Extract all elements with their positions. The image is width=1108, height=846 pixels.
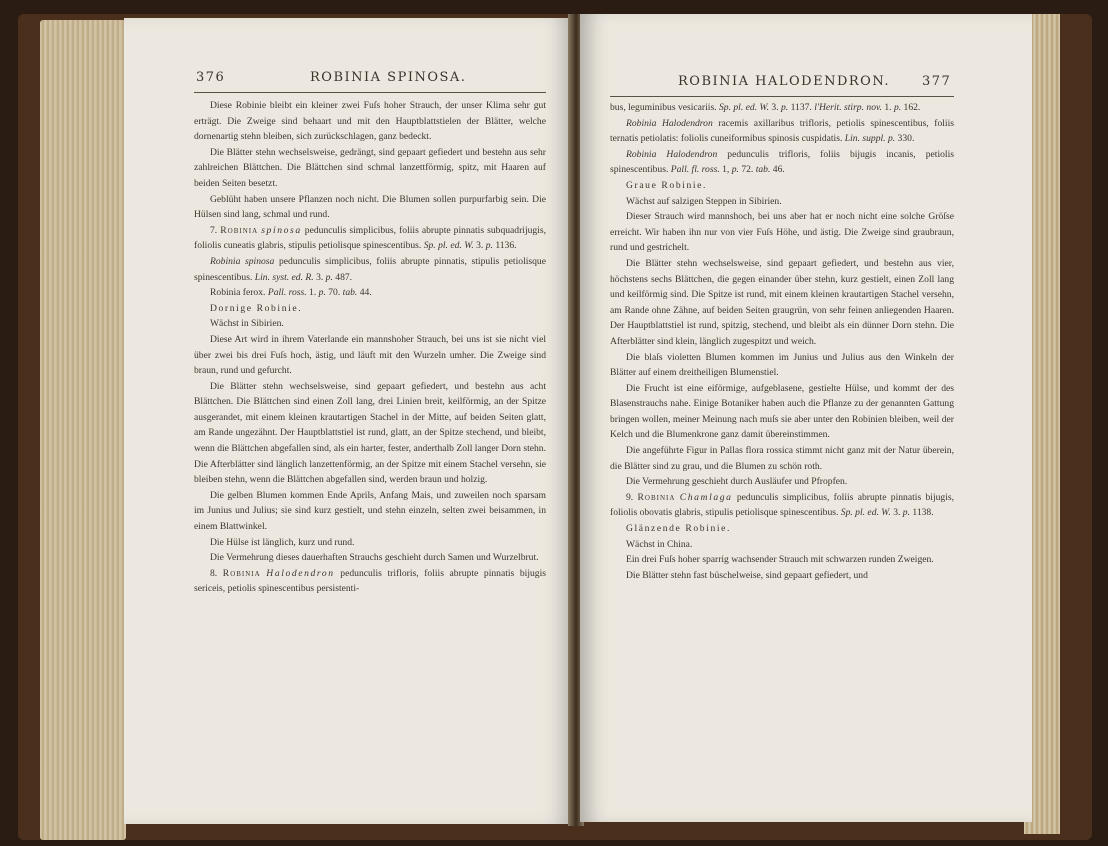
left-page-body — [194, 98, 546, 597]
paragraph: Wächst in China. — [626, 538, 693, 550]
paragraph — [194, 301, 546, 317]
text-span: Halodendron — [266, 567, 335, 579]
paragraph: Die Blätter stehn wechselsweise, gedrängt, sind gepaart gefiedert und bestehn aus sehr zahlreichen Blättchen. Die Blättchen sind schmal lanzettförmig, spitz, mit Haaren auf beiden Seiten besetzt. — [194, 146, 546, 189]
paragraph: Diese Robinie bleibt ein kleiner zwei Fuſs hoher Strauch, der unser Klima sehr gut erträgt. Die Zweige sind behaart und mit den Hauptblattstielen der Blätter, welche dornenartig stehn bleiben, sich zurückschlagen, ganz bedeckt. — [194, 100, 546, 143]
paragraph: Robinia ferox. Pall. ross. 1. p. 70. tab. 44. — [210, 287, 372, 299]
paragraph: Wächst auf salzigen Steppen in Sibirien. — [626, 195, 782, 207]
page-number-left: 376 — [196, 70, 226, 85]
text-span: Sp. pl. ed. W. — [718, 102, 769, 113]
paragraph: Robinia Halodendron pedunculis trifloris, foliis bijugis incanis, petiolis spinescentibus. Pall. fl. ross. 1, p. 72. tab. 46. — [610, 148, 954, 176]
text-span: Dornige Robinie. — [210, 302, 303, 314]
text-span: tab. — [755, 164, 771, 176]
text-span: Pall. ross. — [267, 287, 307, 299]
paragraph: Die Blätter stehn fast büschelweise, sind gepaart gefiedert, und — [626, 569, 868, 581]
paragraph: Geblüht haben unsere Pflanzen noch nicht. Die Blumen sollen purpurfarbig sein. Die Hülsen sind lang, schmal und rund. — [194, 193, 546, 221]
text-span: Robinia Halodendron — [626, 117, 713, 129]
text-span: Robinia — [222, 567, 261, 579]
paragraph: Die Vermehrung dieses dauerhaften Strauchs geschieht durch Samen und Wurzelbrut. — [210, 552, 539, 564]
text-span: p. — [902, 507, 910, 519]
paragraph: Die Frucht ist eine eiförmige, aufgeblasene, gestielte Hülse, und kommt der des Blasenstrauchs nahe. Einige Botaniker haben auch die Pflanze zu der genannten Gattung bringen wollen, meiner Meinung nach muſs sie aber unter den Robinien bleiben, weil der Kelch und die Blumenkrone ganz damit übereinstimmen. — [610, 382, 954, 441]
paragraph: 7. Robinia spinosa pedunculis simplicibus, foliis abrupte pinnatis subquadrijugis, foliolis cuneatis glabris, stipulis petiolisque spinescentibus. Sp. pl. ed. W. 3. p. 1136. — [194, 224, 547, 252]
paragraph: Ein drei Fuſs hoher sparrig wachsender Strauch mit schwarzen runden Zweigen. — [626, 554, 934, 566]
text-span: Robinia Halodendron — [626, 148, 718, 160]
paragraph: Diese Art wird in ihrem Vaterlande ein mannshoher Strauch, bei uns ist sie nicht viel über zwei bis drei Fuſs hoch, ästig, und läuft mit den Wurzeln umher. Die Zweige sind braun, rund und gefurcht. — [194, 333, 546, 377]
text-span: p. — [318, 287, 326, 299]
text-span: Glänzende Robinie. — [626, 523, 731, 535]
running-head-right: ROBINIA HALODENDRON. — [678, 74, 891, 89]
text-span: Lin. suppl. p. — [844, 133, 896, 145]
paragraph: Dieser Strauch wird mannshoch, bei uns aber hat er noch nicht eine solche Gröſse erreicht. Wir haben ihn nur von vier Fuſs Höhe, und ästig. Die Zweige sind graubraun, rund und gestrichelt. — [610, 211, 954, 254]
text-span: tab. — [342, 287, 358, 299]
text-span: spinosa — [261, 224, 302, 236]
paragraph: Die gelben Blumen kommen Ende Aprils, Anfang Mais, und zuweilen noch sparsam im Junius und Julius; sie sind kurz gestielt, und stehn einzeln, selten zwei beisammen, in einem Blattwinkel. — [194, 489, 546, 533]
header-rule-right — [610, 96, 954, 97]
text-span: Sp. pl. ed. W. — [423, 240, 474, 252]
paragraph: Die Vermehrung geschieht durch Ausläufer und Pfropfen. — [626, 476, 848, 488]
text-span: Lin. syst. ed. R. — [254, 271, 314, 283]
text-span: p. — [325, 271, 333, 283]
text-span: l'Herit. stirp. nov. — [814, 102, 882, 113]
text-span: p. — [893, 102, 902, 113]
right-page-body — [610, 100, 954, 583]
page-number-right: 377 — [922, 74, 952, 89]
paragraph: Die angeführte Figur in Pallas flora rossica stimmt nicht ganz mit der Natur überein, die Blätter sind zu grau, und die Blumen zu schön roth. — [610, 445, 954, 472]
paragraph: Die Blätter stehn wechselsweise, sind gepaart gefiedert, und bestehn aus vier, höchstens sechs Blättchen, die gegen einander über stehn, kurz gestielt, einen Zoll lang und keilförmig sind. Die Spitze ist rund, mit einem kleinen krautartigen Stachel versehn, am Rande ohne Zähne, auf beiden Seiten graugrün, von sehr feinen anliegenden Haaren. Der Hauptblattstiel ist rund, spitzig, stechend, und bleibt als ein dünner Dorn stehn. Die Afterblätter sind klein, länglich zugespitzt und weich. — [610, 257, 954, 347]
text-span: Robinia spinosa — [210, 255, 275, 267]
page-edges-left — [40, 20, 126, 840]
running-head-left: ROBINIA SPINOSA. — [310, 70, 467, 85]
text-span: Graue Robinie. — [626, 179, 708, 191]
text-span: Robinia — [220, 224, 259, 236]
text-span: p. — [485, 240, 493, 252]
paragraph: Robinia spinosa pedunculis simplicibus, foliis abrupte pinnatis, stipulis petiolisque spinescentibus. Lin. syst. ed. R. 3. p. 487. — [194, 255, 546, 283]
header-rule-left — [194, 92, 546, 93]
paragraph: Wächst in Sibirien. — [210, 318, 284, 330]
right-page — [580, 14, 1032, 822]
paragraph: Die blaſs violetten Blumen kommen im Junius und Julius aus den Winkeln der Blätter auf einem dreitheiligen Blumenstiel. — [610, 351, 954, 379]
text-span: p. — [731, 164, 739, 176]
text-span: Pall. fl. ross. — [670, 164, 720, 176]
paragraph: 8. Robinia Halodendron pedunculis trifloris, foliis abrupte pinnatis bijugis sericeis, petiolis spinescentibus persistenti- — [194, 567, 546, 595]
paragraph: Die Blätter stehn wechselsweise, sind gepaart gefiedert, und bestehn aus acht Blättchen. Die Blättchen sind einen Zoll lang, drei Linien breit, keilförmig, an der Spitze ausgerandet, mit einem kleinen krautartigen Stachel in der Mitte, auf beiden Seiten glatt, am Rande ungezähnt. Der Hauptblattstiel ist rund, glatt, an der Spitze stechend, und bleibt, wenn die Blättchen abgefallen sind, als ein harter, fester, anderthalb Zoll langer Dorn stehn. Die Afterblätter sind länglich lanzettenförmig, an der Spitze mit einem Stachel versehn, sie bleiben stehn, wenn die Blättchen abgefallen sind, werden braun und holzig. — [194, 380, 546, 486]
paragraph: bus, leguminibus vesicariis. Sp. pl. ed. W. 3. p. 1137. l'Herit. stirp. nov. 1. p. 162. — [610, 102, 921, 113]
paragraph: Robinia Halodendron racemis axillaribus trifloris, petiolis spinescentibus, foliis ternatis petiolatis: foliolis cuneiformibus spinosis cuspidatis. Lin. suppl. p. 330. — [610, 117, 954, 145]
paragraph: 9. Robinia Chamlaga pedunculis simplicibus, foliis abrupte pinnatis bijugis, foliolis obovatis glabris, stipulis petiolisque spinescentibus. Sp. pl. ed. W. 3. p. 1138. — [610, 491, 955, 519]
text-span: Sp. pl. ed. W. — [840, 507, 891, 519]
text-span: Chamlaga — [679, 491, 733, 503]
paragraph: Die Hülse ist länglich, kurz und rund. — [210, 536, 355, 548]
text-span: Robinia — [637, 491, 676, 503]
paragraph — [610, 178, 954, 194]
left-page — [124, 18, 572, 824]
text-span: p. — [781, 102, 789, 113]
paragraph — [610, 521, 954, 537]
